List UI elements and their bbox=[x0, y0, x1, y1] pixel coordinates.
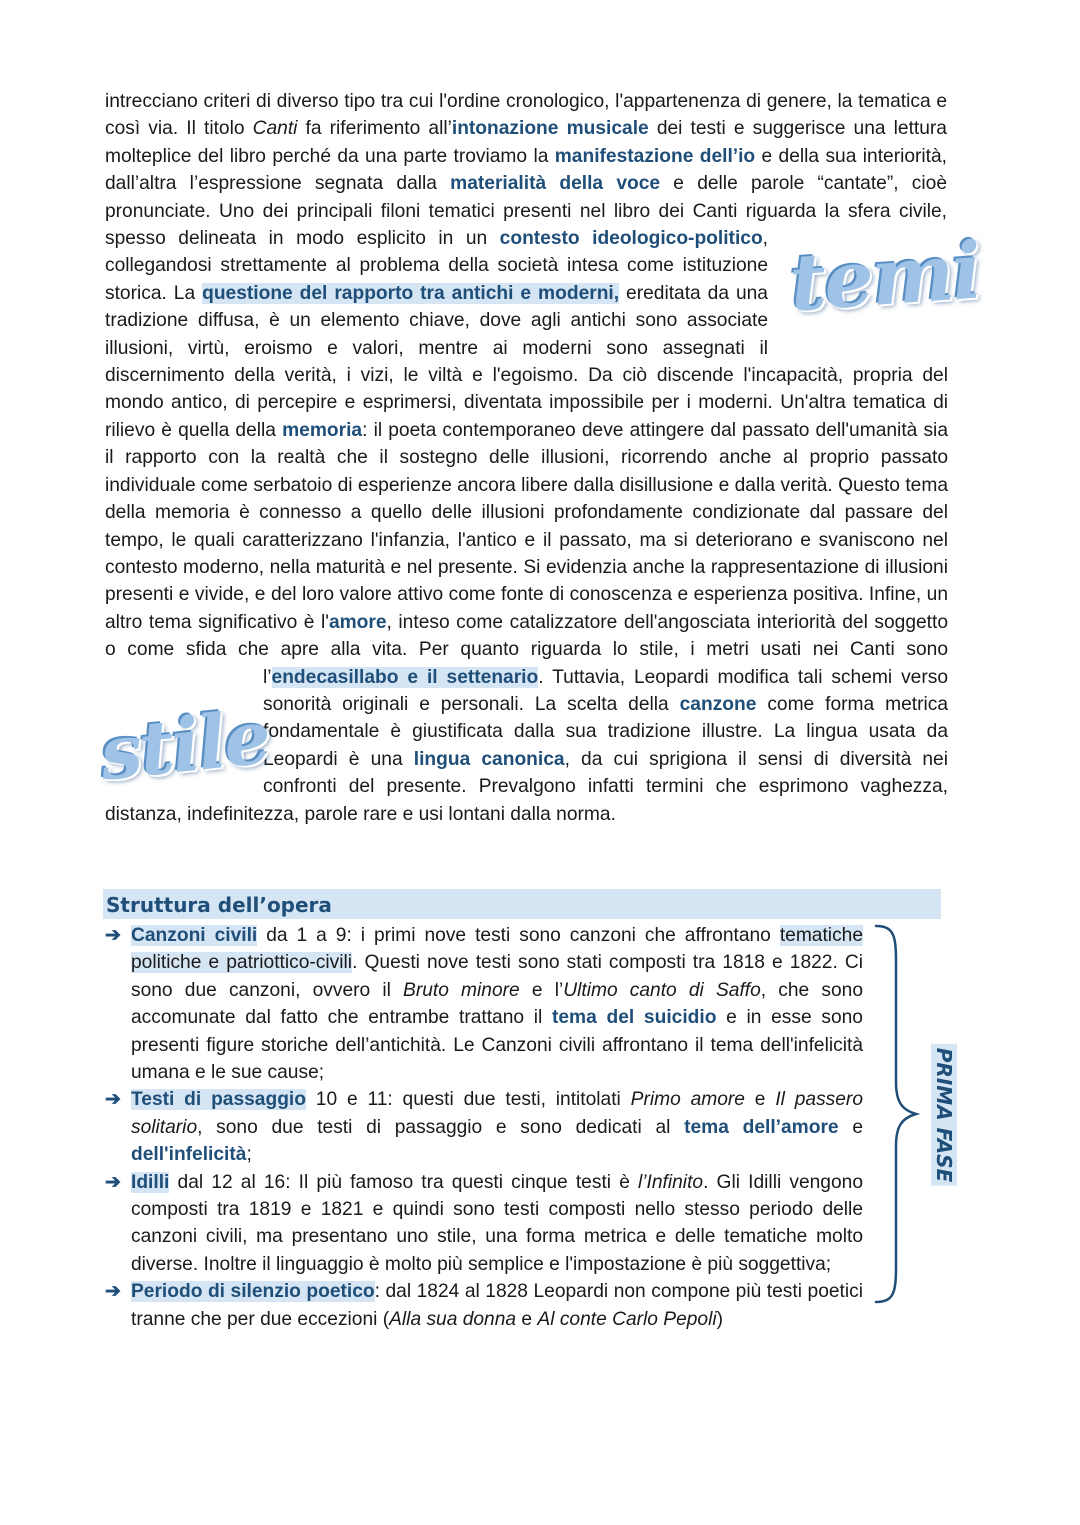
arrow-icon: ➔ bbox=[105, 1089, 122, 1111]
keyword-lingua-canonica: lingua canonica bbox=[413, 748, 565, 770]
float-spacer bbox=[947, 88, 948, 228]
keyword: tema del suicidio bbox=[552, 1007, 717, 1029]
work-title: Primo amore bbox=[630, 1089, 745, 1111]
keyword-intonazione: intonazione musicale bbox=[451, 118, 649, 140]
text-run: . Gli Idilli vengono composti tra 1819 e 1821 e quindi sono testi composti nello stesso periodo delle canzoni civili, ma presentano uno stile, una forma metrica e delle tematiche molto diverse. Inoltre il linguaggio è molto più semplice e l'impostazione è più soggettiva; bbox=[131, 1171, 863, 1275]
curly-brace-icon bbox=[872, 922, 920, 1306]
text-run: dal 12 al 16: Il più famoso tra questi cinque testi è bbox=[169, 1171, 639, 1193]
text-run: , sono due testi di passaggio e sono dedicati al bbox=[197, 1116, 685, 1138]
list-item bbox=[105, 1278, 863, 1333]
keyword: tema dell’amore bbox=[684, 1116, 839, 1138]
title-canti: Canti bbox=[252, 118, 298, 140]
temi-wordart: temi bbox=[787, 225, 983, 330]
item-title: Periodo di silenzio poetico bbox=[131, 1281, 375, 1303]
item-title: Testi di passaggio bbox=[131, 1089, 306, 1111]
keyword: dell'infelicità bbox=[131, 1144, 247, 1166]
arrow-icon: ➔ bbox=[105, 1171, 122, 1193]
text-run: ; bbox=[246, 1144, 252, 1166]
text-run: : dal 1824 al 1828 Leopardi non compone più testi poetici tranne che per due eccezioni ( bbox=[131, 1281, 863, 1330]
keyword-contesto-politico: contesto ideologico-politico bbox=[499, 228, 763, 250]
keyword-manifestazione-io: manifestazione dell’io bbox=[554, 145, 756, 167]
stile-wordart: stile bbox=[95, 694, 274, 798]
text-run: , inteso come catalizzatore dell'angosciata interiorità del soggetto o come sfida che apre alla vita. Per quanto riguarda lo stile, i metri usati nei Canti sono l’ bbox=[105, 611, 949, 688]
work-title: Bruto minore bbox=[403, 979, 520, 1001]
work-title: l’Infinito bbox=[638, 1171, 704, 1193]
keyword-endecasillabo: endecasillabo e il settenario bbox=[271, 666, 539, 688]
list-item bbox=[105, 1169, 863, 1279]
text-run: . Tuttavia, Leopardi modifica tali schemi verso sonorità originali e personali. La scelta della bbox=[263, 666, 948, 715]
work-title: Al conte Carlo Pepoli bbox=[537, 1308, 717, 1330]
prima-fase-label: PRIMA FASE bbox=[931, 1044, 957, 1186]
text-run: e della sua interiorità, dall’altra l’espressione segnata dalla bbox=[105, 145, 947, 195]
text-run: : il poeta contemporaneo deve attingere dal passato dell'umanità sia il rapporto con la realtà che il sostegno delle illusioni, ricorrendo anche al proprio passato individuale come serbatoio di esperienze ancora libere dalla disillusione e dalla verità. Questo tema della memoria è connesso a quello delle illusioni profondamente condizionate dal passare del tempo, le quali caratterizzano l'infanzia, l'antico e il passato, ma si deteriorano e svaniscono nel contesto moderno, nella maturità e nel presente. Si evidenzia anche la rappresentazione di illusioni presenti e vivide, e del loro valore attivo come fonte di conoscenza e esperienza positiva. Infine, un altro tema significativo è l' bbox=[105, 419, 948, 633]
text-run: fa riferimento all’ bbox=[297, 118, 452, 140]
section-title: Struttura dell’opera bbox=[106, 893, 332, 917]
text-run: , collegandosi strettamente al problema della società intesa come istituzione storica. La bbox=[105, 228, 769, 304]
list-item bbox=[105, 1086, 863, 1168]
work-title: Alla sua donna bbox=[389, 1308, 517, 1330]
text-run: . Questi nove testi sono stati composti tra 1818 e 1822. Ci sono due canzoni, ovvero il bbox=[131, 952, 864, 1001]
arrow-icon: ➔ bbox=[105, 1281, 122, 1303]
keyword-memoria: memoria bbox=[282, 419, 363, 441]
text-run: e bbox=[516, 1308, 538, 1330]
item-title: Idilli bbox=[131, 1171, 170, 1193]
list-item bbox=[105, 922, 863, 1086]
text-run: e bbox=[744, 1089, 776, 1111]
work-title: Ultimo canto di Saffo bbox=[563, 979, 761, 1001]
arrow-icon: ➔ bbox=[105, 925, 122, 946]
text-run: dei testi e suggerisce una lettura molteplice del libro perché da una parte troviamo la bbox=[105, 118, 947, 167]
item-title: Canzoni civili bbox=[131, 925, 258, 946]
text-run: e bbox=[838, 1116, 863, 1138]
text-run: intrecciano criteri di diverso tipo tra cui l'ordine cronologico, l'appartenenza di genere, la tematica e così via. Il titolo bbox=[105, 91, 947, 140]
text-run: 10 e 11: questi due testi, intitolati bbox=[305, 1089, 631, 1111]
text-run: , da cui sprigiona il sensi di diversità nei confronti del presente. Prevalgono infatti termini che esprimono vaghezza, distanza, indefinitezza, parole rare e usi lontani dalla norma. bbox=[105, 748, 948, 825]
keyword-antichi-moderni: questione del rapporto tra antichi e moderni, bbox=[202, 282, 620, 304]
keyword-materialita-voce: materialità della voce bbox=[450, 173, 661, 195]
text-run: , che sono accomunate dal fatto che entrambe trattano il bbox=[131, 979, 864, 1029]
text-run: ereditata da una tradizione diffusa, è un elemento chiave, dove agli antichi sono associate illusioni, virtù, eroismo e valori, mentre ai moderni sono assegnati il discernimento della verità, i vizi, le viltà e l'egoismo. Da ciò discende l'incapacità, propria del mondo antico, di percepire e esprimersi, diventata impossibile per i moderni. Un'altra tematica di rilievo è quella della bbox=[105, 282, 948, 441]
text-run: da 1 a 9: i primi nove testi sono canzoni che affrontano bbox=[257, 925, 780, 946]
text-run: e delle parole “cantate”, cioè pronunciate. Uno dei principali filoni tematici presenti nel libro dei Canti riguarda la sfera civile, spesso delineata in modo esplicito in un bbox=[105, 173, 948, 250]
highlighted-text: tematiche politiche e patriottico-civili bbox=[131, 925, 863, 974]
keyword-canzone: canzone bbox=[679, 693, 757, 715]
work-title: Il passero solitario bbox=[131, 1089, 863, 1138]
text-run: e l’ bbox=[519, 979, 564, 1001]
text-run: come forma metrica fondamentale è giustificata dalla sua tradizione illustre. La lingua usata da Leopardi è una bbox=[263, 693, 948, 770]
text-run: e in esse sono presenti figure storiche dell’antichità. Le Canzoni civili affrontano il tema dell'infelicità umana e le sue cause; bbox=[131, 1007, 863, 1084]
keyword-amore: amore bbox=[328, 611, 387, 633]
structure-list bbox=[105, 922, 863, 1333]
text-run: ) bbox=[716, 1308, 723, 1330]
